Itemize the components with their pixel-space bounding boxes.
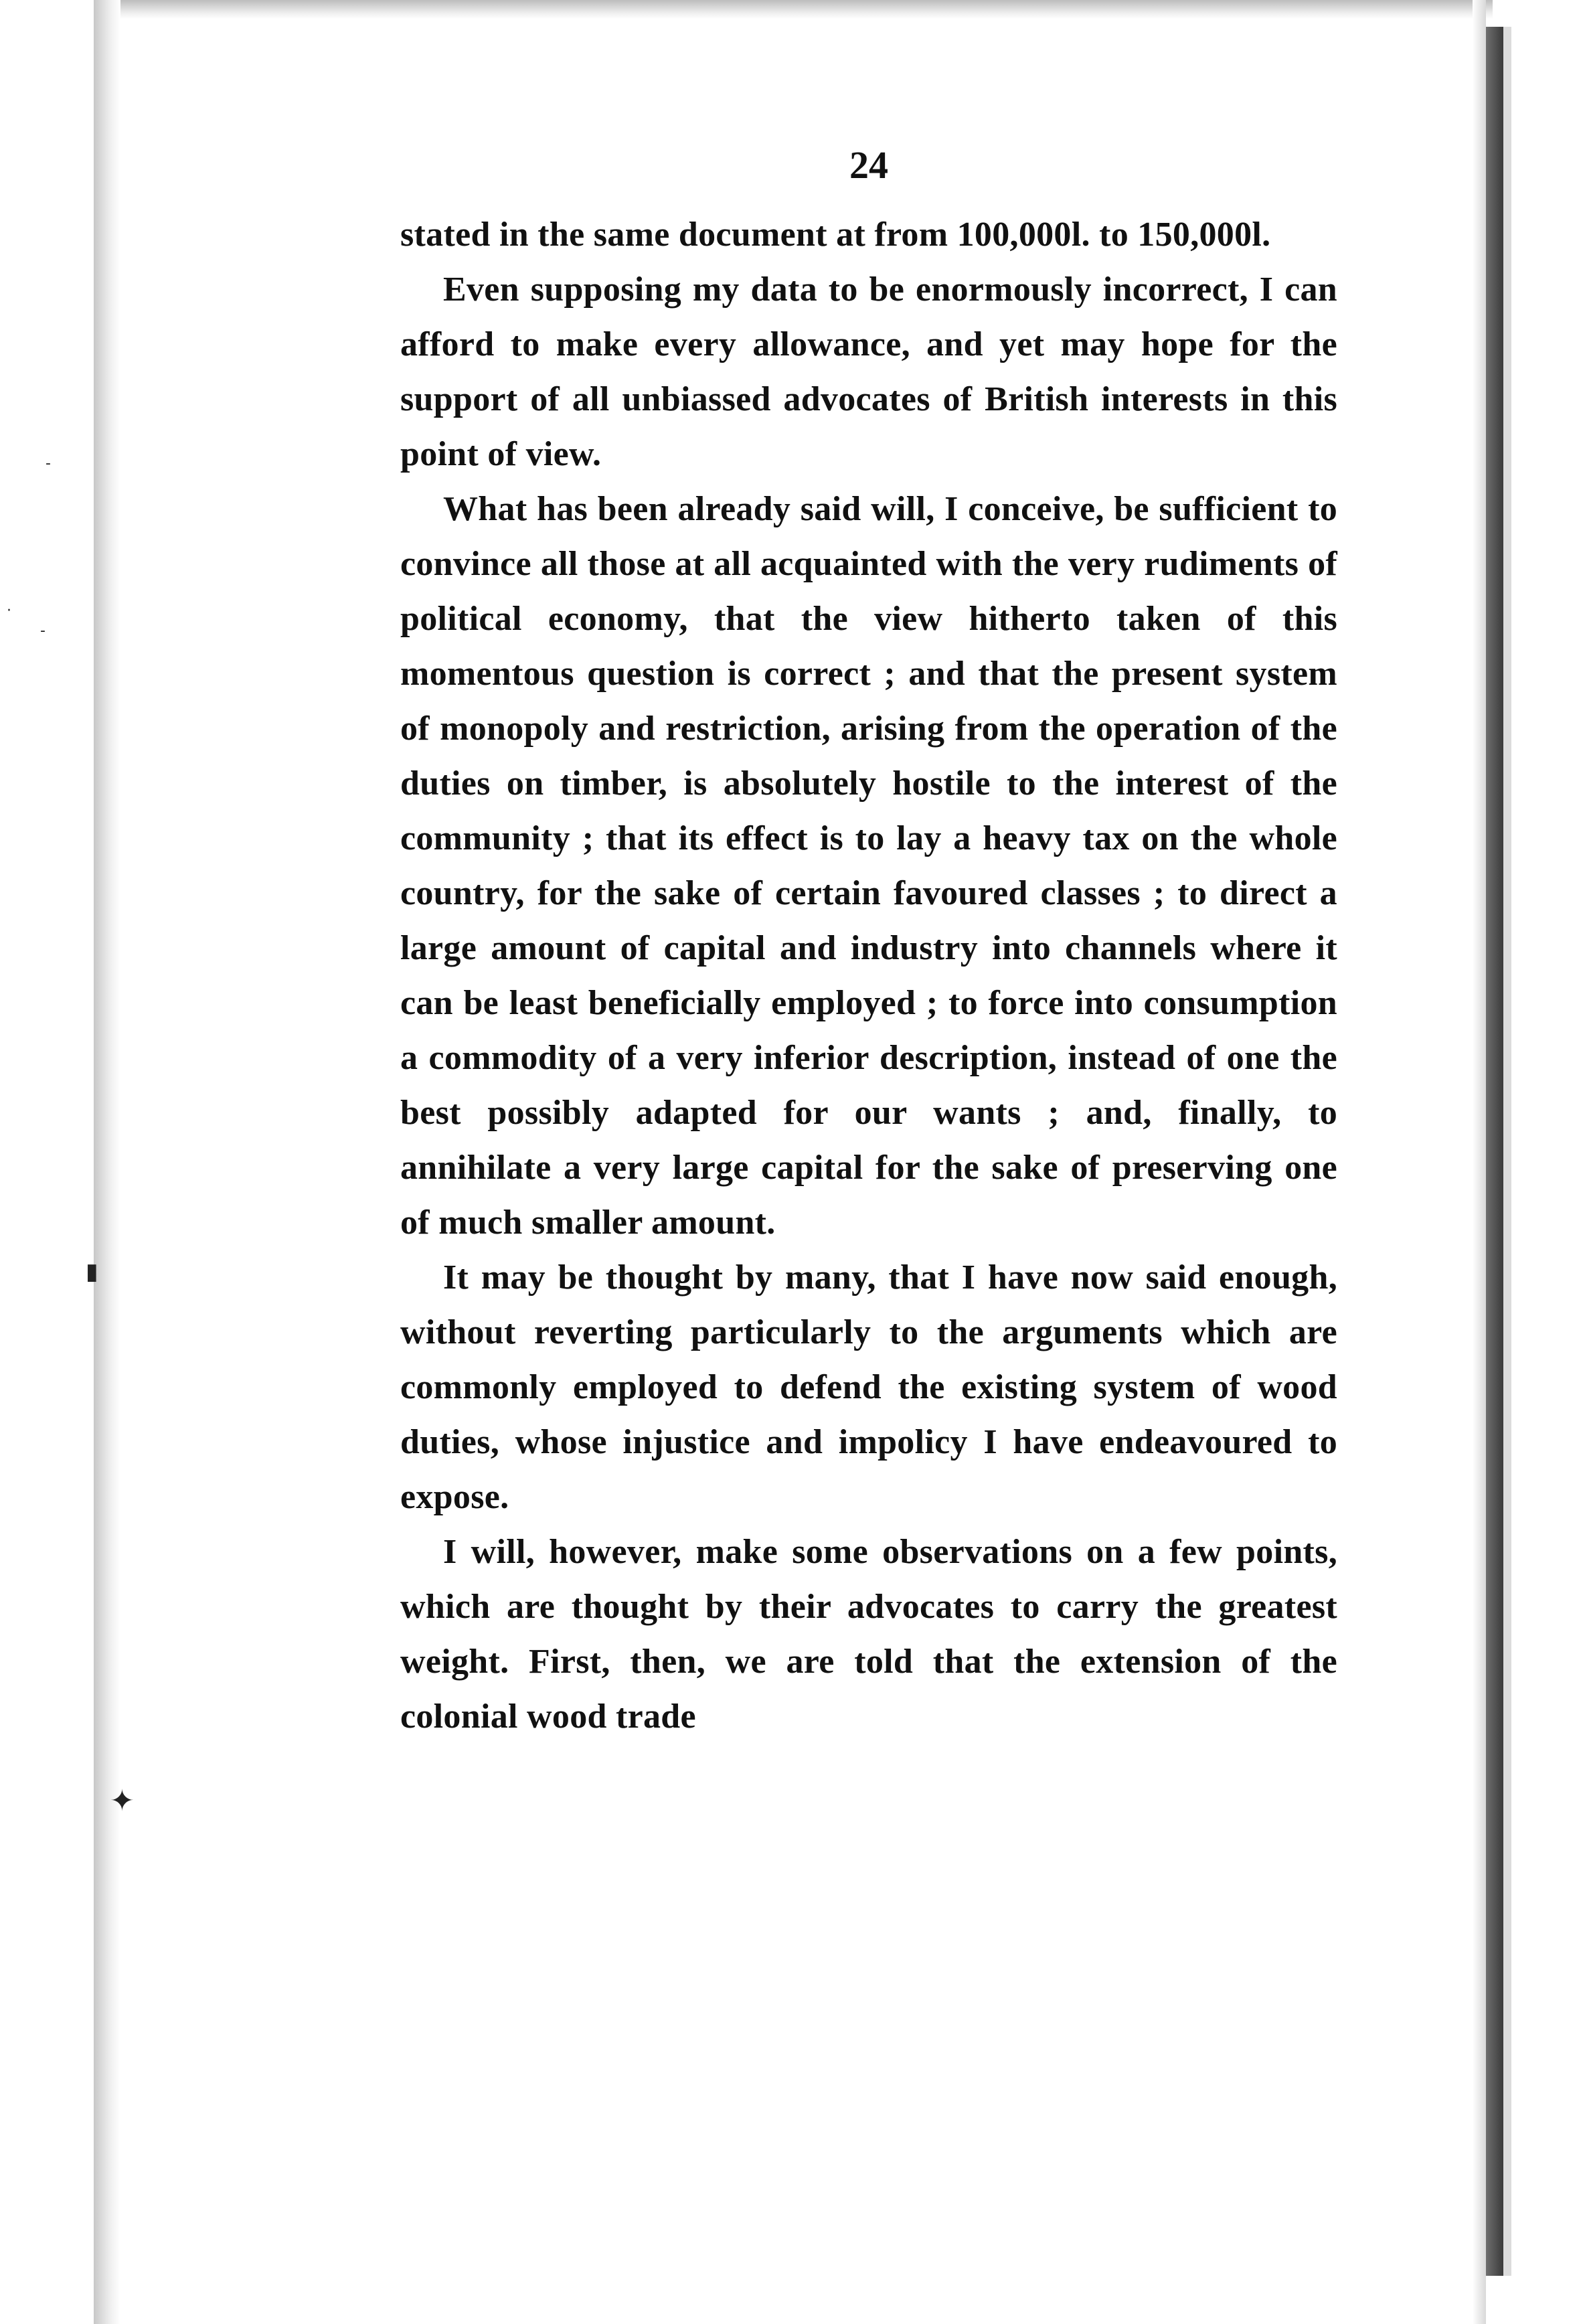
scan-speck: ✦ <box>110 1784 135 1818</box>
scan-speck: · <box>7 602 11 619</box>
paragraph: I will, however, make some observations on a few points, which are thought by their advocates to carry the greatest weight. First, then, we are told that the extension of the colonial wood trade <box>400 1533 1337 1736</box>
paragraph: It may be thought by many, that I have now said enough, without reverting particularly to the arguments which are commonly employed to defend the existing system of wood duties, whose injustice and impolicy I have endeavoured to expose. <box>400 1258 1337 1516</box>
paragraph-continuation: stated in the same document at from 100,000l. to 150,000l. <box>400 216 1271 254</box>
scan-edge-right-shadow <box>1486 27 1503 2276</box>
scan-edge-top <box>94 0 1493 19</box>
paragraph: Even supposing my data to be enormously incorrect, I can afford to make every allowance, and yet may hope for the support of all unbiassed advocates of British interests in this point of view. <box>400 270 1337 473</box>
scan-speck: - <box>46 455 51 472</box>
scan-speck: ▮ <box>86 1258 98 1285</box>
body-text <box>400 208 1337 1744</box>
book-page <box>400 141 1337 1744</box>
page-number: 24 <box>849 143 888 187</box>
scan-edge-right-highlight <box>1503 27 1511 2276</box>
scan-speck: - <box>40 622 46 639</box>
scan-edge-left <box>94 0 120 2324</box>
scan-edge-right <box>1473 0 1486 2324</box>
paragraph: What has been already said will, I conceive, be sufficient to convince all those at all acquainted with the very rudiments of political economy, that the view hitherto taken of this momentous question is correct ; and that the present system of monopoly and restriction, arising from the operation of the duties on timber, is absolutely hostile to the interest of the community ; that its effect is to lay a heavy tax on the whole country, for the sake of certain favoured classes ; to direct a large amount of capital and industry into channels where it can be least beneficially employed ; to force into consumption a commodity of a very inferior description, instead of one the best possibly adapted for our wants ; and, finally, to annihilate a very large capital for the sake of preserving one of much smaller amount. <box>400 490 1337 1242</box>
